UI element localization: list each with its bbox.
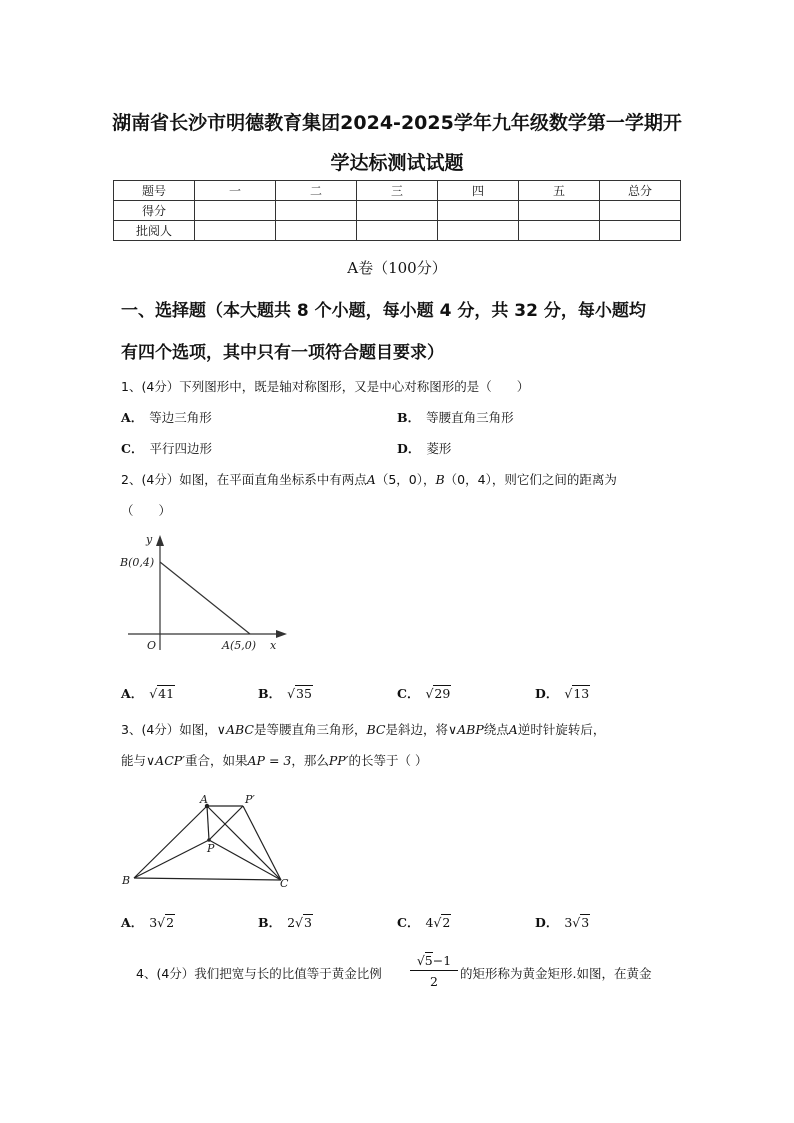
x-axis-label: x — [270, 639, 277, 652]
q2-coord-b: （0，4），则它们之间的距离为 — [444, 472, 617, 487]
golden-ratio-fraction — [410, 953, 458, 989]
section-a-heading: A卷（100分） — [347, 259, 447, 277]
radicand: 41 — [158, 686, 175, 701]
option-label: B． — [258, 915, 282, 930]
coefficient: 3 — [149, 915, 158, 930]
option-label: C． — [121, 441, 144, 456]
option-text: 等腰直角三角形 — [426, 410, 514, 425]
option-label: D． — [535, 915, 559, 930]
radicand: 35 — [296, 686, 312, 701]
radicand: 13 — [573, 686, 590, 701]
point-b-label: B(0,4) — [120, 556, 155, 569]
q3-text: 逆时针旋转后， — [517, 722, 606, 737]
option-text: 菱形 — [426, 441, 452, 456]
radicand: 2 — [442, 915, 451, 930]
option-text: 平行四边形 — [149, 441, 212, 456]
q3-math: PP′ — [328, 753, 349, 768]
q3-text: 能与 — [121, 753, 147, 768]
q2-point-b: B — [435, 472, 445, 487]
fraction-denominator: 2 — [430, 974, 438, 989]
coefficient: 2 — [287, 915, 296, 930]
sqrt-expression: 2√3 — [287, 915, 312, 930]
q3-math: BC — [366, 722, 386, 737]
sqrt-expression: √41 — [149, 686, 175, 701]
q3-option-d — [535, 913, 590, 931]
option-label: B． — [397, 410, 421, 425]
seg-ap — [207, 806, 209, 840]
point-a-label: A(5,0) — [222, 639, 257, 652]
vertex-c-label: C — [280, 877, 289, 890]
vertex-p-label: P — [207, 842, 215, 855]
q4-stem-part2: 的矩形称为黄金矩形.如图，在黄金 — [460, 966, 652, 981]
score-header-cell: 三 — [357, 181, 438, 201]
score-header-cell: 题号 — [114, 181, 195, 201]
score-row-label: 批阅人 — [114, 221, 195, 241]
score-header-cell: 五 — [519, 181, 600, 201]
q2-coord-a: （5，0）， — [375, 472, 436, 487]
q3-math: AP = 3 — [247, 753, 292, 768]
sqrt-expression: √13 — [564, 686, 590, 701]
q3-text: ，那么 — [291, 753, 329, 768]
score-header-cell: 一 — [195, 181, 276, 201]
paper-title-line2: 学达标测试试题 — [330, 152, 464, 174]
q4-stem-part1: 4、(4分）我们把宽与长的比值等于黄金比例 — [136, 966, 382, 981]
radicand: 29 — [434, 686, 451, 701]
radicand: 3 — [304, 915, 312, 930]
q3-option-c — [397, 913, 451, 931]
q3-option-b — [258, 913, 313, 931]
option-label: A． — [121, 410, 144, 425]
q2-point-a: A — [366, 472, 376, 487]
origin-label: O — [147, 639, 157, 652]
seg-ba — [134, 806, 207, 878]
sqrt-expression: √29 — [425, 686, 451, 701]
radicand: 2 — [166, 915, 175, 930]
option-label: C． — [397, 686, 420, 701]
q3-math: ∨ABC — [216, 722, 254, 737]
vertex-b-label: B — [122, 874, 131, 887]
y-axis-label: y — [146, 533, 153, 546]
q3-math: A — [508, 722, 518, 737]
sqrt-expression: √35 — [287, 686, 312, 701]
vertex-a-label: A — [200, 793, 208, 806]
q3-text: 的长等于（ ） — [348, 753, 428, 768]
q3-text: 绕点 — [483, 722, 509, 737]
seg-bc — [134, 878, 281, 880]
option-label: D． — [535, 686, 559, 701]
section1-heading-line1: 一、选择题（本大题共 8 个小题，每小题 4 分，共 32 分，每小题均 — [121, 301, 646, 321]
q3-text: 3、(4分）如图， — [121, 722, 217, 737]
q3-text: 是等腰直角三角形， — [253, 722, 367, 737]
fraction-numerator: √5−1 — [410, 953, 458, 971]
seg-pp2 — [209, 806, 243, 840]
coefficient: 3 — [564, 915, 573, 930]
q3-math: ∨ABP — [447, 722, 484, 737]
section1-heading-line2: 有四个选项，其中只有一项符合题目要求） — [121, 343, 444, 363]
score-header-cell: 二 — [276, 181, 357, 201]
paper-title-line1: 湖南省长沙市明德教育集团2024-2025学年九年级数学第一学期开 — [112, 112, 682, 134]
option-label: B． — [258, 686, 282, 701]
score-header-cell: 四 — [438, 181, 519, 201]
seg-ac — [207, 806, 281, 880]
q1-stem: 1、(4分）下列图形中，既是轴对称图形，又是中心对称图形的是（ ） — [121, 379, 530, 394]
sqrt-expression: 4√2 — [425, 915, 451, 930]
q3-text: 是斜边，将 — [385, 722, 448, 737]
option-label: A． — [121, 915, 144, 930]
vertex-p2-label: P′ — [245, 793, 255, 806]
numerator-radicand: 5 — [424, 953, 433, 968]
option-text: 等边三角形 — [149, 410, 212, 425]
option-label: C． — [397, 915, 420, 930]
score-row-label: 得分 — [114, 201, 195, 221]
score-header-cell: 总分 — [600, 181, 681, 201]
q3-math: ∨ACP′ — [146, 753, 186, 768]
q2-answer-paren: （ ） — [121, 503, 172, 518]
numerator-tail: −1 — [432, 953, 452, 968]
coefficient: 4 — [425, 915, 434, 930]
q2-stem-text: 2、(4分）如图，在平面直角坐标系中有两点 — [121, 472, 367, 487]
q3-option-a — [121, 913, 175, 931]
q3-text: 重合，如果 — [185, 753, 248, 768]
radicand: 3 — [581, 915, 590, 930]
sqrt-expression: 3√2 — [149, 915, 175, 930]
sqrt-expression: 3√3 — [564, 915, 590, 930]
option-label: A． — [121, 686, 144, 701]
option-label: D． — [397, 441, 421, 456]
seg-pb — [134, 840, 209, 878]
